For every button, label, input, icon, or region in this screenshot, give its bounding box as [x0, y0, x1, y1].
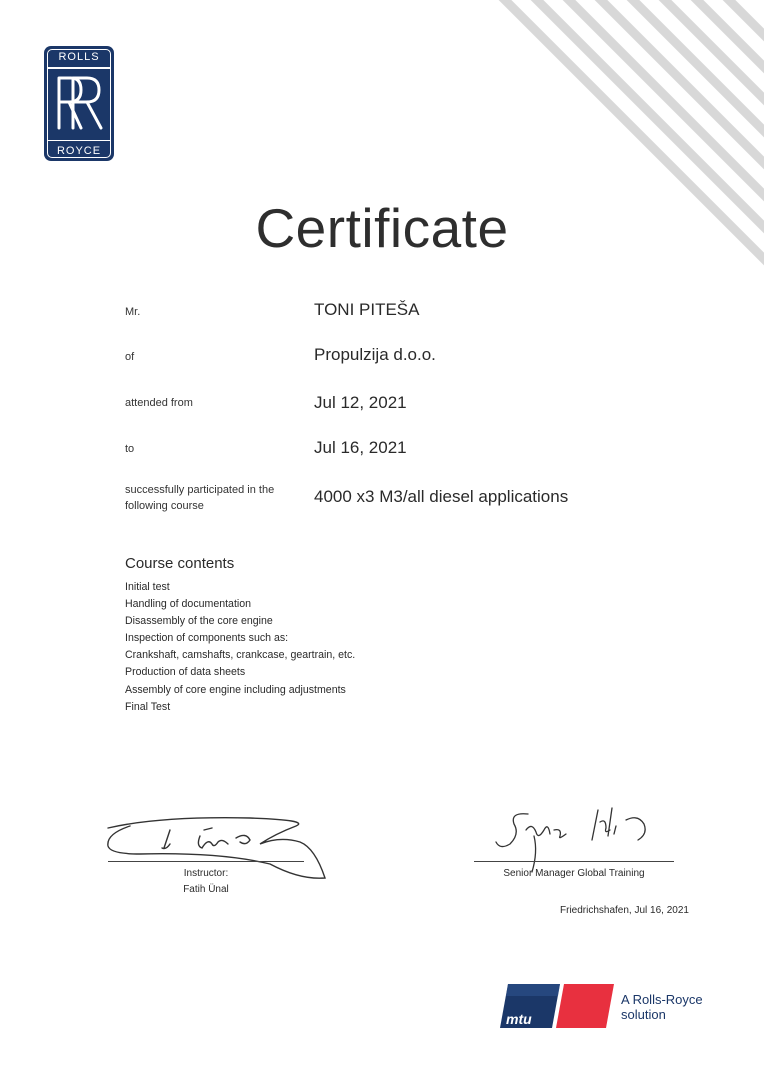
company-name: Propulzija d.o.o. — [314, 345, 436, 364]
logo-bottom-word: ROYCE — [56, 145, 102, 157]
mtu-tagline-line-1: A Rolls-Royce — [621, 992, 703, 1007]
of-label: of — [125, 351, 135, 363]
course-label-line-2: following course — [125, 500, 204, 512]
logo-top-word: ROLLS — [58, 51, 100, 63]
mtu-tagline — [621, 992, 703, 1022]
list-item: Handling of documentation — [125, 598, 252, 611]
salutation-label: Mr. — [125, 306, 141, 318]
attended-from-label: attended from — [125, 397, 193, 409]
list-item: Assembly of core engine including adjustments — [125, 683, 346, 696]
list-item: Final Test — [125, 700, 171, 713]
manager-signature-line — [474, 861, 674, 862]
rolls-royce-logo — [44, 46, 114, 161]
to-label: to — [125, 443, 135, 455]
course-label — [125, 482, 274, 514]
list-item: Initial test — [125, 581, 170, 593]
list-item: Crankshaft, camshafts, crankcase, geartrain, etc. — [125, 649, 356, 662]
course-label-line-1: successfully participated in the — [125, 484, 275, 496]
rr-monogram-icon — [51, 72, 107, 134]
course-contents-list — [125, 579, 355, 716]
manager-role: Senior Manager Global Training — [503, 868, 645, 879]
certificate-title: Certificate — [255, 197, 509, 259]
recipient-name: TONI PITEŠA — [314, 300, 420, 319]
instructor-signature-line — [108, 861, 304, 862]
course-name: 4000 x3 M3/all diesel applications — [314, 487, 569, 506]
list-item: Production of data sheets — [125, 666, 246, 679]
mtu-logo — [500, 982, 616, 1030]
to-date: Jul 16, 2021 — [314, 438, 407, 457]
course-contents-title: Course contents — [125, 555, 235, 572]
mtu-tagline-line-2: solution — [621, 1007, 666, 1022]
instructor-role: Instructor: — [183, 868, 229, 879]
list-item: Inspection of components such as: — [125, 632, 289, 645]
instructor-name: Fatih Ünal — [183, 884, 229, 895]
mtu-wordmark: mtu — [506, 1011, 532, 1027]
place-date: Friedrichshafen, Jul 16, 2021 — [560, 905, 689, 916]
list-item: Disassembly of the core engine — [125, 615, 273, 628]
from-date: Jul 12, 2021 — [314, 393, 407, 412]
